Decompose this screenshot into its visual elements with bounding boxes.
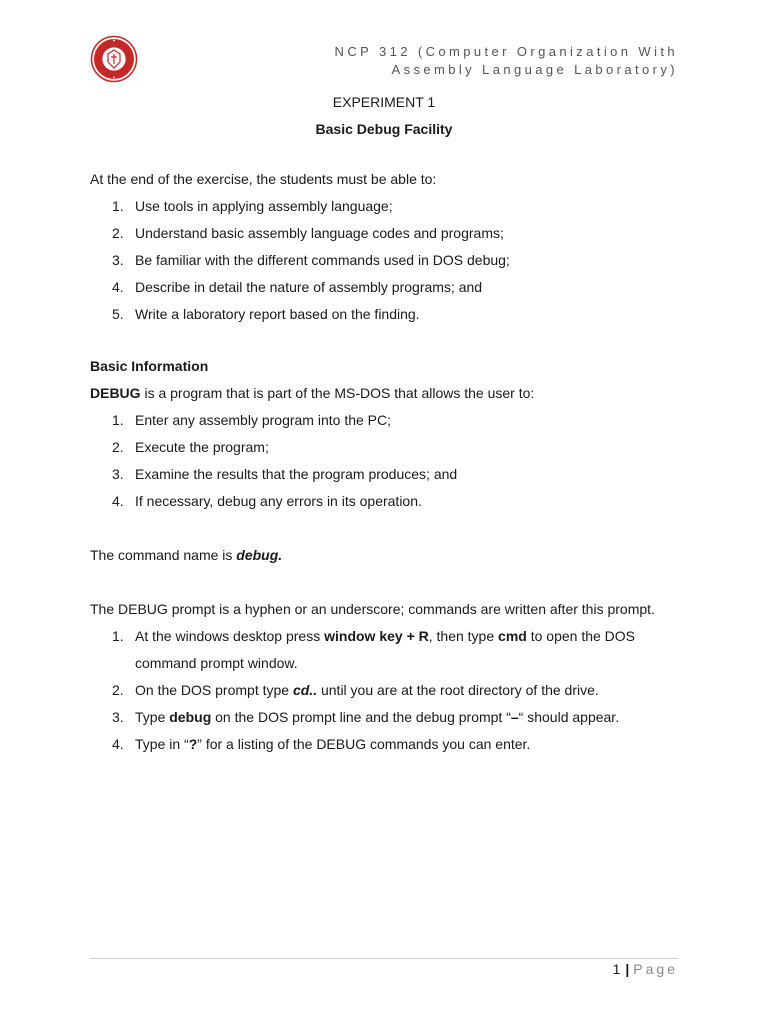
- course-header-title: NCP 312 (Computer Organization With Assembly Language Laboratory): [334, 44, 678, 77]
- experiment-title: Basic Debug Facility: [315, 121, 453, 137]
- command-name-sentence: The command name is debug.: [90, 547, 283, 563]
- list-item: 1. At the windows desktop press window key + R, then type cmd to open the DOS command prompt window.: [112, 628, 636, 671]
- debug-description: DEBUG is a program that is part of the MS-DOS that allows the user to:: [90, 385, 535, 401]
- footer-separator: |: [625, 961, 630, 977]
- list-item: 3. Type debug on the DOS prompt line and the debug prompt “–“ should appear.: [112, 709, 620, 725]
- objectives-list: [90, 193, 678, 328]
- section-heading-basic-information: Basic Information: [90, 358, 209, 374]
- objectives-intro: At the end of the exercise, the students must be able to:: [90, 171, 437, 187]
- footer-divider: [90, 958, 678, 959]
- prompt-description: The DEBUG prompt is a hyphen or an underscore; commands are written after this prompt.: [90, 601, 655, 617]
- list-item: 2. Execute the program;: [112, 439, 269, 455]
- list-item: 3. Examine the results that the program produces; and: [112, 466, 458, 482]
- list-item: 3. Be familiar with the different commands used in DOS debug;: [112, 252, 510, 268]
- document-body: [90, 92, 678, 758]
- list-item: 4. If necessary, debug any errors in its operation.: [112, 493, 422, 509]
- list-item: 1. Use tools in applying assembly language;: [112, 198, 393, 214]
- experiment-number: EXPERIMENT 1: [332, 94, 436, 110]
- page-number: 1: [612, 961, 621, 977]
- page-label: Page: [633, 961, 678, 977]
- list-item: 5. Write a laboratory report based on the finding.: [112, 306, 420, 322]
- prompt-steps-list: [90, 623, 678, 758]
- list-item: 1. Enter any assembly program into the PC;: [112, 412, 392, 428]
- list-item: 2. Understand basic assembly language codes and programs;: [112, 225, 504, 241]
- university-seal-logo: [90, 35, 138, 83]
- list-item: 4. Describe in detail the nature of assembly programs; and: [112, 279, 483, 295]
- page-footer: [613, 960, 678, 978]
- list-item: 2. On the DOS prompt type cd.. until you are at the root directory of the drive.: [112, 682, 599, 698]
- debug-capabilities-list: [90, 407, 678, 515]
- list-item: 4. Type in “?” for a listing of the DEBUG commands you can enter.: [112, 736, 531, 752]
